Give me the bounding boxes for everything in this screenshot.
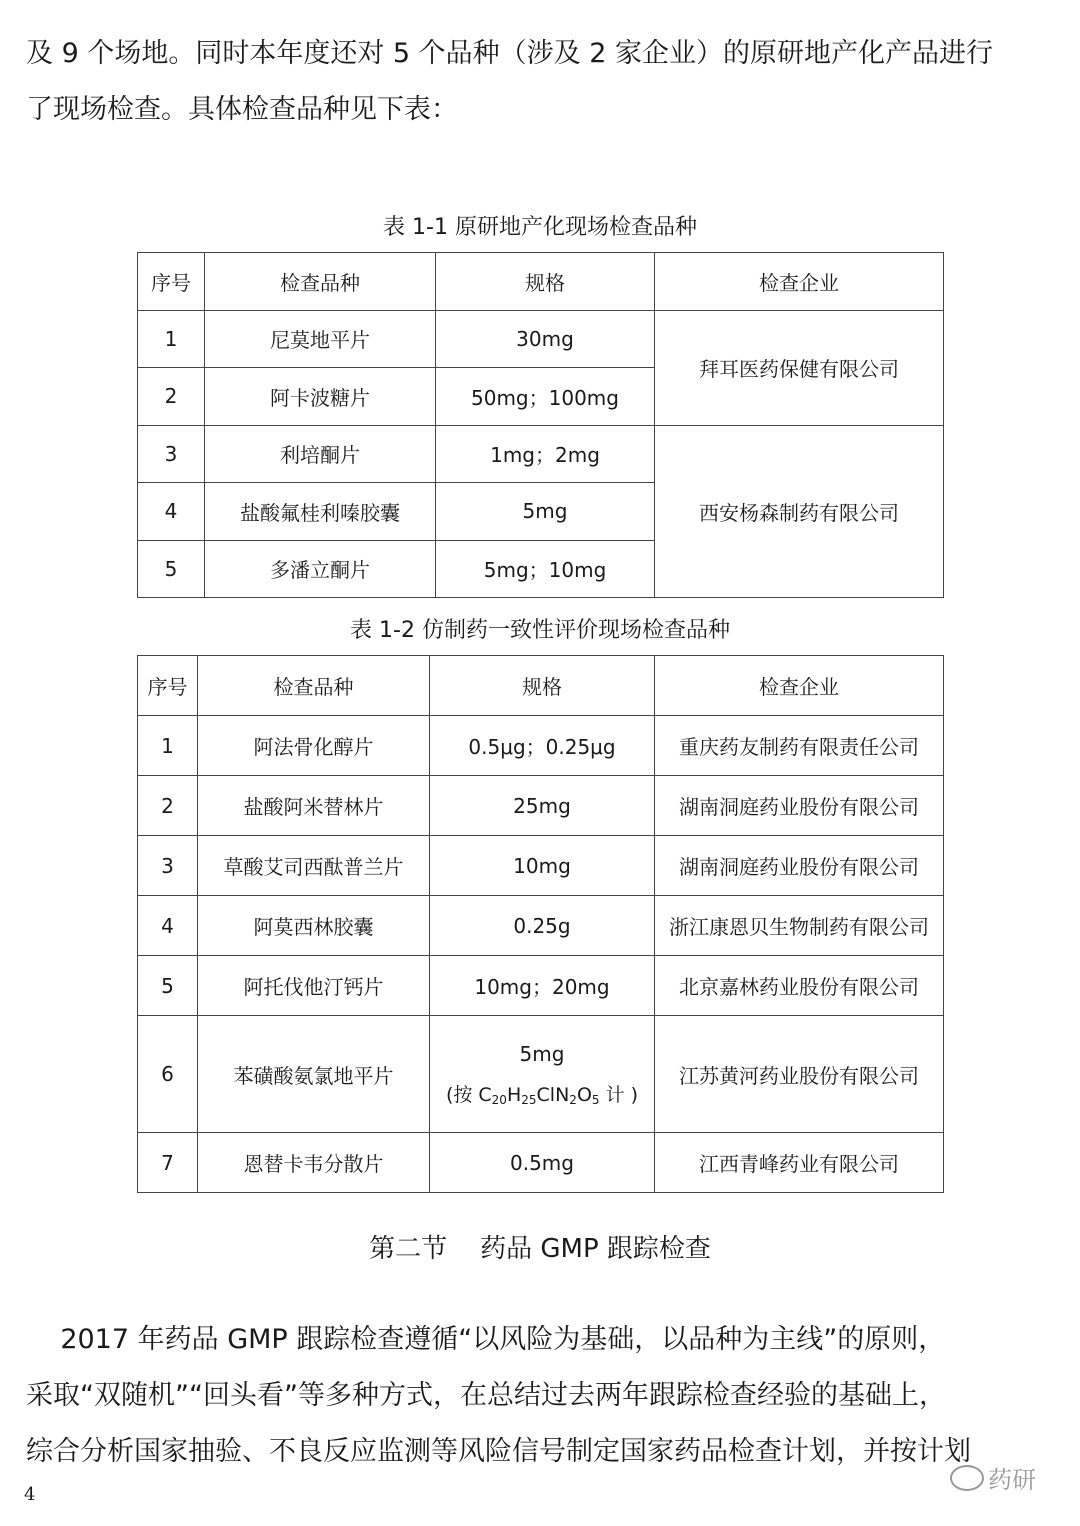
row-company: 湖南洞庭药业股份有限公司 xyxy=(655,776,944,836)
row-product: 多潘立酮片 xyxy=(205,540,436,598)
table1-caption: 表 1-1 原研地产化现场检查品种 xyxy=(383,215,697,240)
row-no: 5 xyxy=(138,540,205,598)
wechat-icon xyxy=(950,1465,984,1491)
row-product: 盐酸阿米替林片 xyxy=(198,776,430,836)
intro-line-2: 了现场检查。具体检查品种见下表： xyxy=(26,94,458,125)
section-title: 第二节 药品 GMP 跟踪检查 xyxy=(369,1234,711,1264)
row-spec: 0.5μg；0.25μg xyxy=(430,716,655,776)
row-no: 1 xyxy=(138,310,205,368)
intro-line-1: 及 9 个场地。同时本年度还对 5 个品种（涉及 2 家企业）的原研地产化产品进行 xyxy=(26,38,994,69)
row-company: 湖南洞庭药业股份有限公司 xyxy=(655,836,944,896)
row-no: 2 xyxy=(138,368,205,426)
row-company: 西安杨森制药有限公司 xyxy=(655,425,944,598)
table-row xyxy=(138,836,944,896)
table-row xyxy=(138,776,944,836)
row-spec: 5mg xyxy=(519,1041,565,1066)
row-spec: 1mg；2mg xyxy=(436,425,655,483)
watermark-text: 药研 xyxy=(988,1466,1036,1494)
table-row xyxy=(138,425,944,483)
header-spec: 规格 xyxy=(436,253,655,311)
row-product: 苯磺酸氨氯地平片 xyxy=(198,1016,430,1133)
row-spec: 30mg xyxy=(436,310,655,368)
row-product: 利培酮片 xyxy=(205,425,436,483)
table2-caption: 表 1-2 仿制药一致性评价现场检查品种 xyxy=(350,618,730,643)
row-company: 重庆药友制药有限责任公司 xyxy=(655,716,944,776)
row-no: 3 xyxy=(138,836,198,896)
row-product: 尼莫地平片 xyxy=(205,310,436,368)
table-row xyxy=(138,716,944,776)
row-product: 草酸艾司西酞普兰片 xyxy=(198,836,430,896)
table-row xyxy=(138,896,944,956)
header-product: 检查品种 xyxy=(198,656,430,716)
row-no: 3 xyxy=(138,425,205,483)
table-header-row xyxy=(138,656,944,716)
page-number: 4 xyxy=(24,1484,36,1505)
row-product: 阿托伐他汀钙片 xyxy=(198,956,430,1016)
table-row xyxy=(138,1133,944,1193)
row-spec: 10mg xyxy=(430,836,655,896)
table-row xyxy=(138,956,944,1016)
body-line-2: 采取“双随机”“回头看”等多种方式，在总结过去两年跟踪检查经验的基础上， xyxy=(26,1380,946,1411)
row-product: 盐酸氟桂利嗪胶囊 xyxy=(205,483,436,541)
row-spec-cell xyxy=(430,1016,655,1133)
header-company: 检查企业 xyxy=(655,656,944,716)
row-spec: 0.5mg xyxy=(430,1133,655,1193)
row-company: 浙江康恩贝生物制药有限公司 xyxy=(655,896,944,956)
row-product: 恩替卡韦分散片 xyxy=(198,1133,430,1193)
row-no: 6 xyxy=(138,1016,198,1133)
row-no: 7 xyxy=(138,1133,198,1193)
header-no: 序号 xyxy=(138,253,205,311)
row-company: 江苏黄河药业股份有限公司 xyxy=(655,1016,944,1133)
row-company: 拜耳医药保健有限公司 xyxy=(655,310,944,425)
header-spec: 规格 xyxy=(430,656,655,716)
row-company: 江西青峰药业有限公司 xyxy=(655,1133,944,1193)
table-header-row xyxy=(138,253,944,311)
table-original-localization xyxy=(137,252,944,598)
spec-formula-note: (按 $C_{20}H_{25}ClN_2O_5$ 计 ) xyxy=(445,1083,639,1107)
row-product: 阿卡波糖片 xyxy=(205,368,436,426)
table-row xyxy=(138,310,944,368)
table-row xyxy=(138,1016,944,1133)
row-company: 北京嘉林药业股份有限公司 xyxy=(655,956,944,1016)
row-no: 4 xyxy=(138,896,198,956)
row-no: 5 xyxy=(138,956,198,1016)
body-line-1: 2017 年药品 GMP 跟踪检查遵循“以风险为基础，以品种为主线”的原则， xyxy=(26,1324,946,1355)
table-generic-consistency xyxy=(137,655,944,1193)
row-no: 2 xyxy=(138,776,198,836)
row-spec: 50mg；100mg xyxy=(436,368,655,426)
row-product: 阿法骨化醇片 xyxy=(198,716,430,776)
row-spec: 5mg；10mg xyxy=(436,540,655,598)
row-spec: 25mg xyxy=(430,776,655,836)
row-spec: 5mg xyxy=(436,483,655,541)
body-line-3: 综合分析国家抽验、不良反应监测等风险信号制定国家药品检查计划，并按计划 xyxy=(26,1436,971,1467)
header-no: 序号 xyxy=(138,656,198,716)
row-product: 阿莫西林胶囊 xyxy=(198,896,430,956)
header-product: 检查品种 xyxy=(205,253,436,311)
row-spec: 10mg；20mg xyxy=(430,956,655,1016)
row-no: 4 xyxy=(138,483,205,541)
row-no: 1 xyxy=(138,716,198,776)
header-company: 检查企业 xyxy=(655,253,944,311)
row-spec: 0.25g xyxy=(430,896,655,956)
watermark xyxy=(950,1460,1036,1495)
